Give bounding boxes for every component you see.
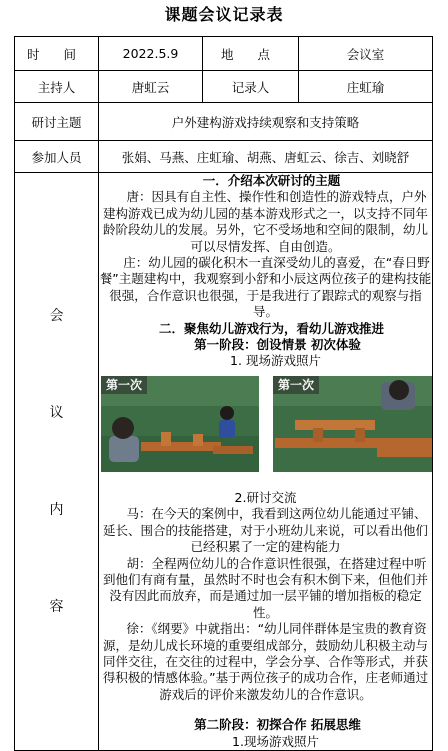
value-place: 会议室 <box>299 37 433 71</box>
content-label-char: 内 <box>49 501 64 518</box>
row-topic <box>15 103 433 141</box>
photo-tag-right: 第一次 <box>273 376 319 394</box>
document-title: 课题会议记录表 <box>164 5 284 24</box>
value-participants: 张娟、马燕、庄虹瑜、胡燕、唐虹云、徐吉、刘晓舒 <box>99 141 433 173</box>
meeting-content <box>99 173 433 751</box>
section-heading-1: 一．介绍本次研讨的主题 <box>202 173 341 188</box>
photo-row <box>99 376 432 472</box>
content-label-char: 容 <box>49 598 64 615</box>
discussion-caption: 2.研讨交流 <box>234 489 297 505</box>
label-recorder: 记录人 <box>203 71 299 103</box>
row-host-recorder <box>15 71 433 103</box>
paragraph-xu: 徐：《纲要》中就指出：“幼儿同伴群体是宝贵的教育资源，是幼儿成长环境的重要组成部分，鼓励幼儿积极主动与同伴交往，在交往的过程中，学会分享、合作等形式，并获得积极的情感体验。”基于两位孩子的成功合作，庄老师通过游戏后的评价来激发幼儿的合作意识。 <box>102 621 429 702</box>
paragraph-zhuang: 庄：幼儿园的碳化积木一直深受幼儿的喜爱，在“春日野餐”主题建构中，我观察到小舒和小辰这两位孩子的建构技能很强，合作意识也很强，于是我进行了跟踪式的观察与指导。 <box>99 255 432 320</box>
game-photo-right <box>273 376 433 472</box>
photo-tag-left: 第一次 <box>101 376 147 394</box>
paragraph-ma: 马：在今天的案例中，我看到这两位幼儿能通过平铺、延长、围合的技能搭建，对于小班幼儿来说，可以看出他们已经积累了一定的建构能力 <box>102 506 428 555</box>
label-time: 时 间 <box>15 37 99 71</box>
content-label-char: 议 <box>49 404 64 421</box>
label-place: 地 点 <box>203 37 299 71</box>
content-label-char: 会 <box>49 307 64 324</box>
meeting-record-table <box>14 36 433 751</box>
value-recorder: 庄虹瑜 <box>299 71 433 103</box>
value-host: 唐虹云 <box>99 71 203 103</box>
paragraph-hu: 胡：全程两位幼儿的合作意识性很强，在搭建过程中听到他们有商有量，虽然时不时也会有积木倒下来，但他们并没有因此而放弃，而是通过加一层平铺的增加指板的稳定性。 <box>102 555 428 620</box>
section-heading-2: 二．聚焦幼儿游戏行为，看幼儿游戏推进 <box>158 320 384 336</box>
value-topic: 户外建构游戏持续观察和支持策略 <box>99 103 433 141</box>
row-time-place <box>15 37 433 71</box>
label-meeting-content <box>15 173 99 751</box>
label-participants: 参加人员 <box>15 141 99 173</box>
paragraph-tang: 唐：因具有自主性、操作性和创造性的游戏特点，户外建构游戏已成为幼儿园的基本游戏形式之一，以支持不同年龄阶段幼儿的发展。另外，它不受场地和空间的限制，幼儿可以尽情发挥、自由创造。 <box>102 189 428 254</box>
row-meeting-content <box>15 173 433 751</box>
photos-caption-2: 1.现场游戏照片 <box>232 733 319 749</box>
stage-1-heading: 第一阶段：创设情景 初次体验 <box>194 337 361 353</box>
photos-caption: 1. 现场游戏照片 <box>230 353 321 369</box>
value-date: 2022.5.9 <box>99 37 203 71</box>
row-participants <box>15 141 433 173</box>
stage-2-heading: 第二阶段：初探合作 拓展思维 <box>194 717 361 733</box>
label-topic: 研讨主题 <box>15 103 99 141</box>
label-host: 主持人 <box>15 71 99 103</box>
game-photo-left <box>101 376 259 472</box>
